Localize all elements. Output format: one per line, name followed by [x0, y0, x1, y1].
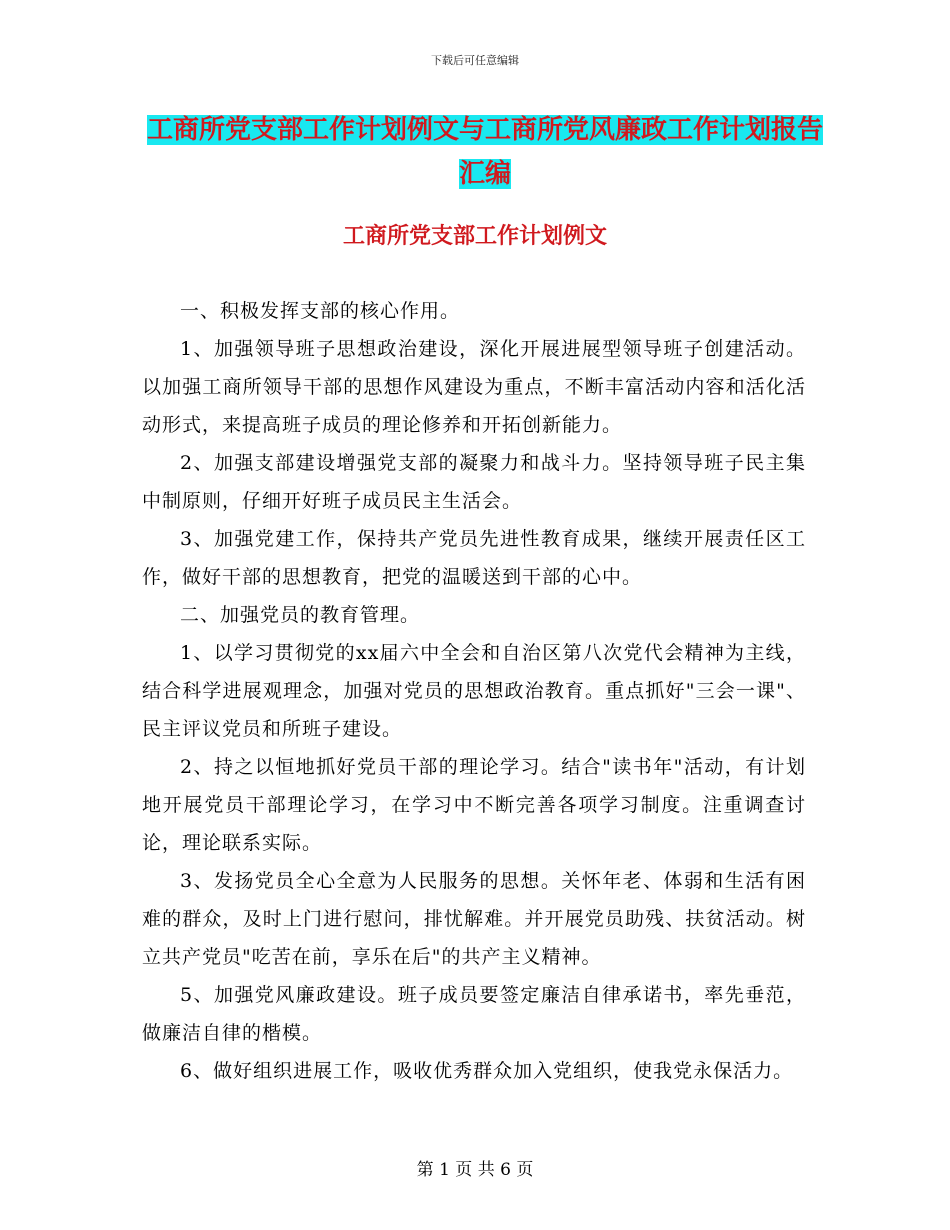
paragraph: 3、发扬党员全心全意为人民服务的思想。关怀年老、体弱和生活有困难的群众，及时上门进行慰问，排忧解难。并开展党员助残、扶贫活动。树立共产党员"吃苦在前，享乐在后"的共产主义精神。	[142, 870, 806, 968]
paragraph: 一、积极发挥支部的核心作用。	[180, 300, 461, 322]
paragraph: 5、加强党风廉政建设。班子成员要签定廉洁自律承诺书，率先垂范，做廉洁自律的楷模。	[142, 984, 806, 1044]
section-title: 工商所党支部工作计划例文	[342, 224, 607, 249]
paragraph: 6、做好组织进展工作，吸收优秀群众加入党组织，使我党永保活力。	[180, 1060, 794, 1082]
document-title	[140, 108, 830, 196]
paragraph: 3、加强党建工作，保持共产党员先进性教育成果，继续开展责任区工作，做好干部的思想教育，把党的温暖送到干部的心中。	[142, 528, 806, 588]
page-header-note: 下载后可任意编辑	[431, 54, 519, 67]
paragraph: 2、持之以恒地抓好党员干部的理论学习。结合"读书年"活动，有计划地开展党员干部理论学习，在学习中不断完善各项学习制度。注重调查讨论，理论联系实际。	[142, 756, 806, 854]
page-footer: 第 1 页 共 6 页	[416, 1160, 534, 1180]
document-title-text: 工商所党支部工作计划例文与工商所党风廉政工作计划报告汇编	[146, 115, 823, 189]
paragraph: 1、加强领导班子思想政治建设，深化开展进展型领导班子创建活动。以加强工商所领导干部的思想作风建设为重点，不断丰富活动内容和活化活动形式，来提高班子成员的理论修养和开拓创新能力。	[142, 338, 806, 436]
body-text	[142, 292, 806, 1090]
paragraph: 1、以学习贯彻党的xx届六中全会和自治区第八次党代会精神为主线，结合科学进展观理念，加强对党员的思想政治教育。重点抓好"三会一课"、民主评议党员和所班子建设。	[142, 642, 806, 740]
paragraph: 二、加强党员的教育管理。	[180, 604, 421, 626]
paragraph: 2、加强支部建设增强党支部的凝聚力和战斗力。坚持领导班子民主集中制原则，仔细开好班子成员民主生活会。	[142, 452, 806, 512]
